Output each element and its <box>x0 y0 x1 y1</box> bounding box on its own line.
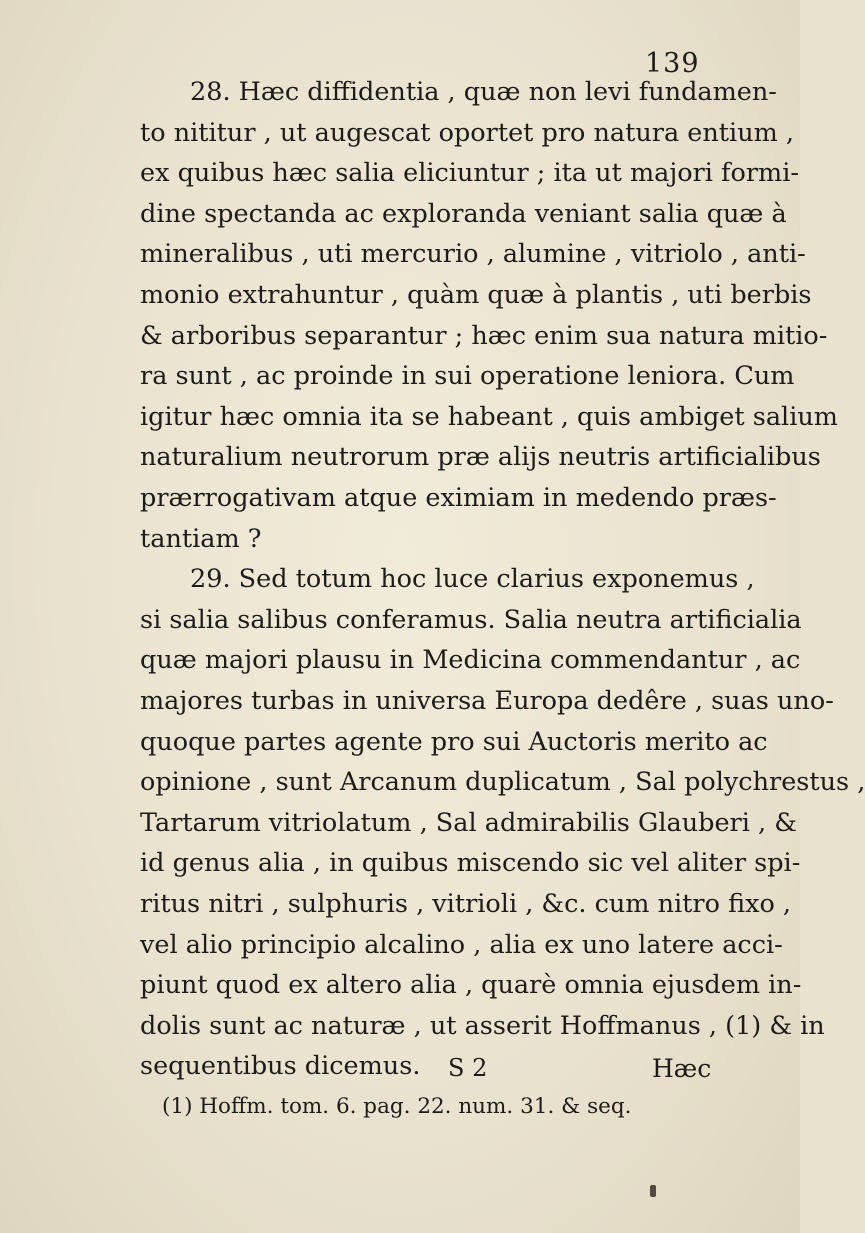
text-line: quæ majori plausu in Medicina commendantur , ac <box>140 645 801 676</box>
text-line: id genus alia , in quibus miscendo sic vel aliter spi- <box>140 848 801 879</box>
text-line: 29. Sed totum hoc luce clarius exponemus , <box>190 564 755 595</box>
signature-mark: S 2 <box>448 1054 488 1083</box>
page-number: 139 <box>645 48 700 79</box>
text-line: mineralibus , uti mercurio , alumine , vitriolo , anti- <box>140 239 806 270</box>
text-line: ra sunt , ac proinde in sui operatione leniora. Cum <box>140 361 795 392</box>
text-line: monio extrahuntur , quàm quæ à plantis , uti berbis <box>140 280 812 310</box>
text-line: sequentibus dicemus. <box>140 1051 421 1082</box>
text-line: quoque partes agente pro sui Auctoris merito ac <box>140 726 768 757</box>
text-line: 28. Hæc diffidentia , quæ non levi fundamen- <box>190 77 777 107</box>
text-line: dolis sunt ac naturæ , ut asserit Hoffmanus , (1) & in <box>140 1010 825 1041</box>
text-line: si salia salibus conferamus. Salia neutra artificialia <box>140 604 802 635</box>
ink-speck <box>650 1185 656 1197</box>
text-line: vel alio principio alcalino , alia ex uno latere acci- <box>140 929 783 960</box>
text-line: majores turbas in universa Europa dedêre , suas uno- <box>140 686 834 716</box>
catchword: Hæc <box>652 1054 712 1084</box>
text-line: tantiam ? <box>140 523 262 554</box>
text-line: Tartarum vitriolatum , Sal admirabilis Glauberi , & <box>140 807 797 838</box>
text-line: ritus nitri , sulphuris , vitrioli , &c. cum nitro fixo , <box>140 889 792 919</box>
footnote: (1) Hoffm. tom. 6. pag. 22. num. 31. & seq. <box>162 1094 632 1120</box>
text-line: piunt quod ex altero alia , quarè omnia ejusdem in- <box>140 970 802 1001</box>
text-line: ex quibus hæc salia eliciuntur ; ita ut majori formi- <box>140 158 799 189</box>
text-line: naturalium neutrorum præ alijs neutris artificialibus <box>140 442 821 473</box>
text-line: igitur hæc omnia ita se habeant , quis ambiget salium <box>140 401 838 432</box>
text-line: & arboribus separantur ; hæc enim sua natura mitio- <box>140 320 828 351</box>
text-line: to nititur , ut augescat oportet pro natura entium , <box>140 117 795 148</box>
text-line: dine spectanda ac exploranda veniant salia quæ à <box>140 198 787 229</box>
text-line: prærrogativam atque eximiam in medendo præs- <box>140 483 777 513</box>
text-line: opinione , sunt Arcanum duplicatum , Sal polychrestus , <box>140 767 865 798</box>
